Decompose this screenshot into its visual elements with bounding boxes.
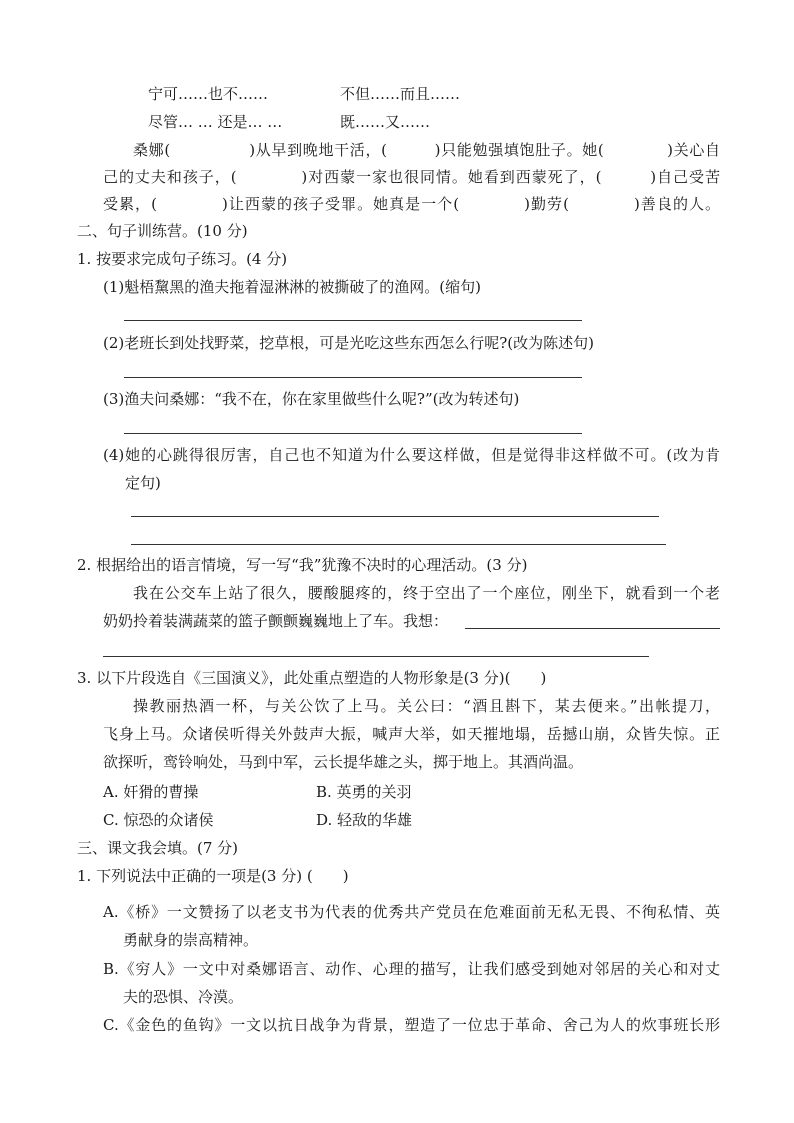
q3-passage-line-3: 欲探听，鸾铃响处，马到中军，云长提华雄之头，掷于地上。其酒尚温。 <box>103 753 584 771</box>
question-2-title: 2. 根据给出的语言情境，写一写“我”犹豫不决时的心理活动。(3 分) <box>77 556 528 574</box>
s3-question-1-title: 1. 下列说法中正确的一项是(3 分) ( ) <box>77 867 349 885</box>
q1-item-2: (2)老班长到处找野菜，挖草根，可是光吃这些东西怎么行呢?(改为陈述句) <box>103 334 594 352</box>
q1-item-1: (1)魁梧黧黑的渔夫拖着湿淋淋的被撕破了的渔网。(缩句) <box>103 278 481 296</box>
q3-option-b[interactable]: B. 英勇的关羽 <box>316 783 412 801</box>
connector-3: 尽管… … 还是… … <box>148 113 283 131</box>
s3q1-option-b[interactable]: B.《穷人》一文中对桑娜语言、动作、心理的描写，让我们感受到她对邻居的关心和对丈 <box>103 960 720 978</box>
answer-line[interactable] <box>131 544 666 545</box>
connector-2: 不但……而且…… <box>340 85 461 103</box>
q3-option-a[interactable]: A. 奸猾的曹操 <box>103 783 199 801</box>
section-3-title: 三、课文我会填。(7 分) <box>77 839 239 857</box>
question-3-title: 3. 以下片段选自《三国演义》，此处重点塑造的人物形象是(3 分)( ) <box>77 669 547 687</box>
q2-passage-line-1: 我在公交车上站了很久，腰酸腿疼的，终于空出了一个座位，刚坐下，就看到一个老 <box>133 584 720 602</box>
q3-option-d[interactable]: D. 轻敌的华雄 <box>316 811 413 829</box>
connector-1: 宁可……也不…… <box>148 85 269 103</box>
answer-line[interactable] <box>131 516 659 517</box>
s3q1-option-a-cont: 勇献身的崇高精神。 <box>123 931 259 949</box>
answer-line[interactable] <box>124 377 582 378</box>
q3-passage-line-1: 操教丽热酒一杯，与关公饮了上马。关公曰：“酒且斟下，某去便来。”出帐提刀， <box>133 697 720 715</box>
q1-item-4-cont: 定句) <box>125 474 161 492</box>
question-1-title: 1. 按要求完成句子练习。(4 分) <box>77 250 288 268</box>
answer-line[interactable] <box>124 433 582 434</box>
section-2-title: 二、句子训练营。(10 分) <box>77 222 248 240</box>
s3q1-option-a[interactable]: A.《桥》一文赞扬了以老支书为代表的优秀共产党员在危难面前无私无畏、不徇私情、英 <box>103 903 720 921</box>
s3q1-option-c[interactable]: C.《金色的鱼钩》一文以抗日战争为背景，塑造了一位忠于革命、舍己为人的炊事班长形 <box>103 1016 720 1034</box>
q3-passage-line-2: 飞身上马。众诸侯听得关外鼓声大振，喊声大举，如天摧地塌，岳撼山崩，众皆失惊。正 <box>103 725 720 743</box>
connector-4: 既……又…… <box>340 113 431 131</box>
fill-passage-line-2: 己的丈夫和孩子，( )对西蒙一家也很同情。她看到西蒙死了，( )自己受苦 <box>103 168 720 186</box>
answer-line[interactable] <box>465 628 720 629</box>
answer-line[interactable] <box>103 656 649 657</box>
fill-passage-line-1: 桑娜( )从早到晚地干活，( )只能勉强填饱肚子。她( )关心自 <box>133 141 720 159</box>
fill-passage-line-3: 受累，( )让西蒙的孩子受罪。她真是一个( )勤劳( )善良的人。 <box>103 195 720 213</box>
q1-item-4: (4)她的心跳得很厉害，自己也不知道为什么要这样做，但是觉得非这样做不可。(改为肯 <box>103 446 720 464</box>
q2-passage-line-2: 奶奶拎着装满蔬菜的篮子颤颤巍巍地上了车。我想： <box>103 612 449 630</box>
answer-line[interactable] <box>124 320 582 321</box>
s3q1-option-b-cont: 夫的恐惧、冷漠。 <box>123 988 244 1006</box>
q3-option-c[interactable]: C. 惊恐的众诸侯 <box>103 811 214 829</box>
q1-item-3: (3)渔夫问桑娜：“我不在，你在家里做些什么呢?”(改为转述句) <box>103 390 520 408</box>
